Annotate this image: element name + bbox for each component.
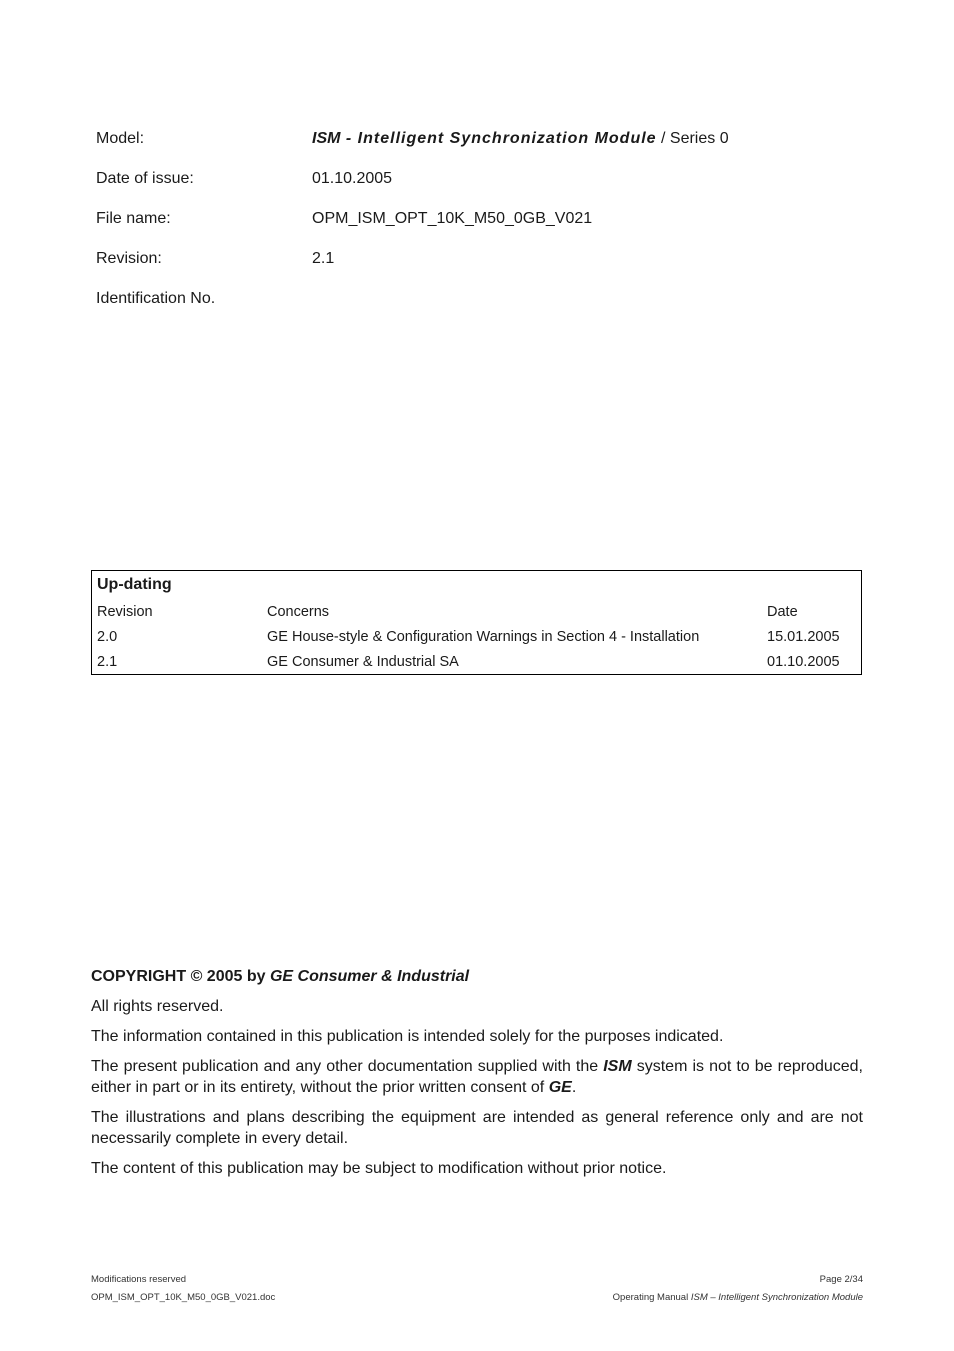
copyright-paragraph-1: All rights reserved.	[91, 998, 224, 1015]
model-acronym: ISM	[312, 130, 341, 147]
model-name: - Intelligent Synchronization Module	[340, 130, 657, 147]
copyright-section	[91, 966, 863, 1188]
updating-table	[91, 570, 862, 675]
updating-title: Up-dating	[97, 576, 172, 593]
copyright-company: GE Consumer & Industrial	[269, 968, 470, 985]
table-row	[92, 629, 861, 654]
model-value	[312, 130, 729, 148]
footer-manual-prefix: Operating Manual	[612, 1292, 691, 1303]
copyright-heading-prefix: COPYRIGHT © 2005 by	[91, 968, 270, 985]
p3-ism: ISM	[603, 1058, 632, 1075]
p3-ge: GE	[548, 1079, 572, 1096]
identification-row	[96, 290, 856, 330]
revision-cell: 2.0	[97, 629, 118, 645]
date-cell: 01.10.2005	[767, 654, 840, 670]
footer-modifications: Modifications reserved	[91, 1274, 187, 1285]
footer-manual-italic: ISM – Intelligent Synchronization Module	[690, 1292, 863, 1303]
copyright-paragraph-2: The information contained in this publication is intended solely for the purposes indicated.	[91, 1028, 724, 1045]
file-row	[96, 210, 856, 250]
p3-part-b: system is not to be reproduced, either in part or in its entirety, without the prior written consent of	[91, 1058, 864, 1096]
revision-value: 2.1	[312, 250, 335, 267]
file-value: OPM_ISM_OPT_10K_M50_0GB_V021	[312, 210, 593, 227]
copyright-paragraph-3	[91, 1056, 863, 1098]
copyright-paragraph-5: The content of this publication may be subject to modification without prior notice.	[91, 1160, 667, 1177]
model-series: / Series 0	[656, 130, 729, 147]
p3-part-c: .	[571, 1079, 577, 1096]
footer-page-number: Page 2/34	[819, 1274, 863, 1285]
document-metadata	[96, 130, 856, 330]
model-row	[96, 130, 856, 170]
identification-label: Identification No.	[96, 290, 216, 307]
column-header-revision: Revision	[97, 604, 153, 620]
copyright-paragraph-4: The illustrations and plans describing the equipment are intended as general reference only and are not necessarily complete in every detail.	[91, 1109, 863, 1147]
date-value: 01.10.2005	[312, 170, 393, 187]
model-label: Model:	[96, 130, 145, 147]
footer-filename: OPM_ISM_OPT_10K_M50_0GB_V021.doc	[91, 1292, 276, 1303]
concerns-cell: GE Consumer & Industrial SA	[267, 654, 459, 670]
date-row	[96, 170, 856, 210]
table-row	[92, 654, 861, 679]
column-header-concerns: Concerns	[267, 604, 330, 620]
date-cell: 15.01.2005	[767, 629, 840, 645]
file-label: File name:	[96, 210, 171, 227]
table-header-row	[92, 604, 861, 629]
copyright-heading	[91, 966, 863, 987]
revision-label: Revision:	[96, 250, 162, 267]
date-label: Date of issue:	[96, 170, 194, 187]
revision-cell: 2.1	[97, 654, 118, 670]
p3-part-a: The present publication and any other documentation supplied with the	[91, 1058, 604, 1075]
column-header-date: Date	[767, 604, 798, 620]
footer-manual-title	[613, 1292, 863, 1303]
concerns-cell: GE House-style & Configuration Warnings in Section 4 - Installation	[267, 629, 700, 645]
revision-row	[96, 250, 856, 290]
